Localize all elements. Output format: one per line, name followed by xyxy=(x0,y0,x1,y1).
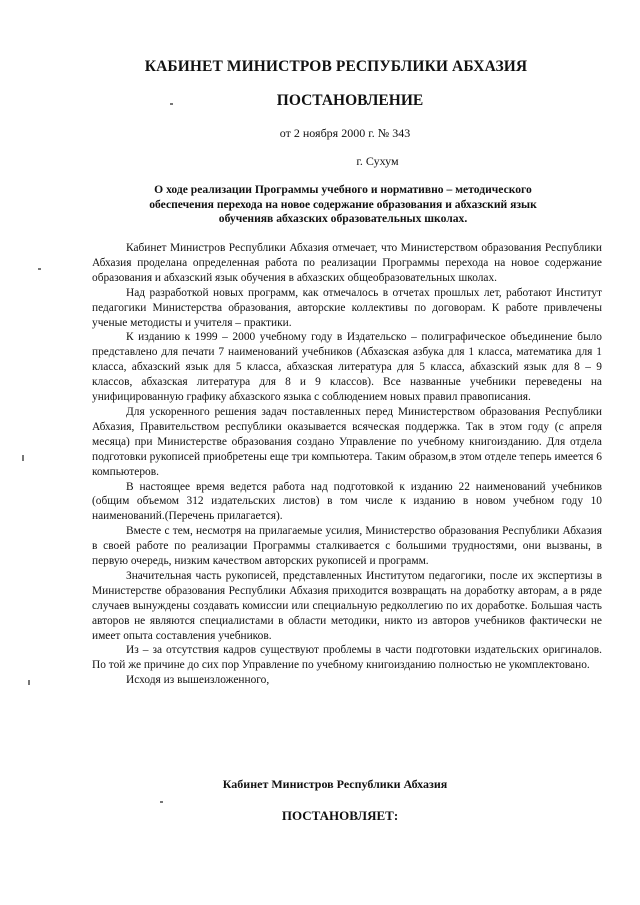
organization-title: КАБИНЕТ МИНИСТРОВ РЕСПУБЛИКИ АБХАЗИЯ xyxy=(144,58,528,75)
resolution-heading: ПОСТАНОВЛЯЕТ: xyxy=(281,808,399,823)
document-subject xyxy=(118,183,568,227)
closing-organization: Кабинет Министров Республики Абхазия xyxy=(222,777,448,791)
body-paragraph: Из – за отсутствия кадров существуют проблемы в части подготовки издательских оригиналов. По той же причине до сих пор Управление по учебному книгоизданию полностью не укомплектовано. xyxy=(92,644,602,672)
document-type: ПОСТАНОВЛЕНИЕ xyxy=(276,92,424,109)
subject-line: О ходе реализации Программы учебного и нормативно – методического xyxy=(154,183,532,196)
document-body xyxy=(92,241,602,688)
body-paragraph: Для ускоренного решения задач поставленных перед Министерством образования Республики Абхазия, Правительством республики оказывается всяческая поддержка. Так в этом году (с апреля месяца) при Министерстве образования создано Управление по учебному книгоизданию. Для отдела подготовки рукописей приобретены еще три компьютера. Таким образом,в этом отделе теперь имеется 6 компьютеров. xyxy=(92,405,602,478)
body-paragraph: Кабинет Министров Республики Абхазия отмечает, что Министерством образования Республики Абхазия проделана определенная работа по реализации Программы перехода на новое содержание образования и абхазский язык обучения в абхазских общеобразовательных школах. xyxy=(92,242,602,284)
document-city: г. Сухум xyxy=(356,154,399,168)
body-paragraph: Над разработкой новых программ, как отмечалось в отчетах прошлых лет, работают Институт педагогики Министерства образования, авторские коллективы по договорам. К работе привлечены ученые методисты и учителя – практики. xyxy=(92,286,602,329)
subject-line: обученияв абхазских образовательных школах. xyxy=(218,212,468,225)
document-date: от 2 ноября 2000 г. № 343 xyxy=(279,126,411,140)
subject-line: обеспечения перехода на новое содержание образования и абхазский язык xyxy=(149,197,537,211)
scan-speck xyxy=(22,455,24,461)
body-paragraph: К изданию к 1999 – 2000 учебному году в Издательско – полиграфическое объединение было представлено для печати 7 наименований учебников (Абхазская азбука для 1 класса, математика для 1 класса, абхазский язык для 5 класса, абхазская литература для 5 класса, абхазский язык для 8 – 9 классов, абхазская литература для 8 и 9 классов). Все названные учебники переведены на унифицированную графику абхазского языка с соблюдением новых правил правописания. xyxy=(92,331,602,404)
scan-speck xyxy=(38,268,41,270)
scan-speck xyxy=(170,103,173,105)
body-paragraph: Значительная часть рукописей, представленных Институтом педагогики, после их экспертизы в Министерстве образования Республики Абхазия приходится возвращать на доработку авторам, а в ряде случаев вынуждены создавать комиссии или специальную редколлегию по их доработке. Большая часть авторов не являются специалистами в области методики, никто из авторов учебников фактически не имеет опыта составления учебников. xyxy=(92,569,602,642)
body-paragraph: В настоящее время ведется работа над подготовкой к изданию 22 наименований учебников (общим объемом 312 издательских листов) в том числе к изданию в новом учебном году 10 наименований.(Перечень прилагается). xyxy=(92,480,602,523)
body-paragraph: Исходя из вышеизложенного, xyxy=(126,674,270,687)
scan-speck xyxy=(28,680,30,685)
scan-speck xyxy=(160,801,163,803)
body-paragraph: Вместе с тем, несмотря на прилагаемые усилия, Министерство образования Республики Абхазия в своей работе по реализации Программы сталкивается с большими трудностями, они вызваны, в первую очередь, низким качеством авторских рукописей и программ. xyxy=(92,525,602,568)
